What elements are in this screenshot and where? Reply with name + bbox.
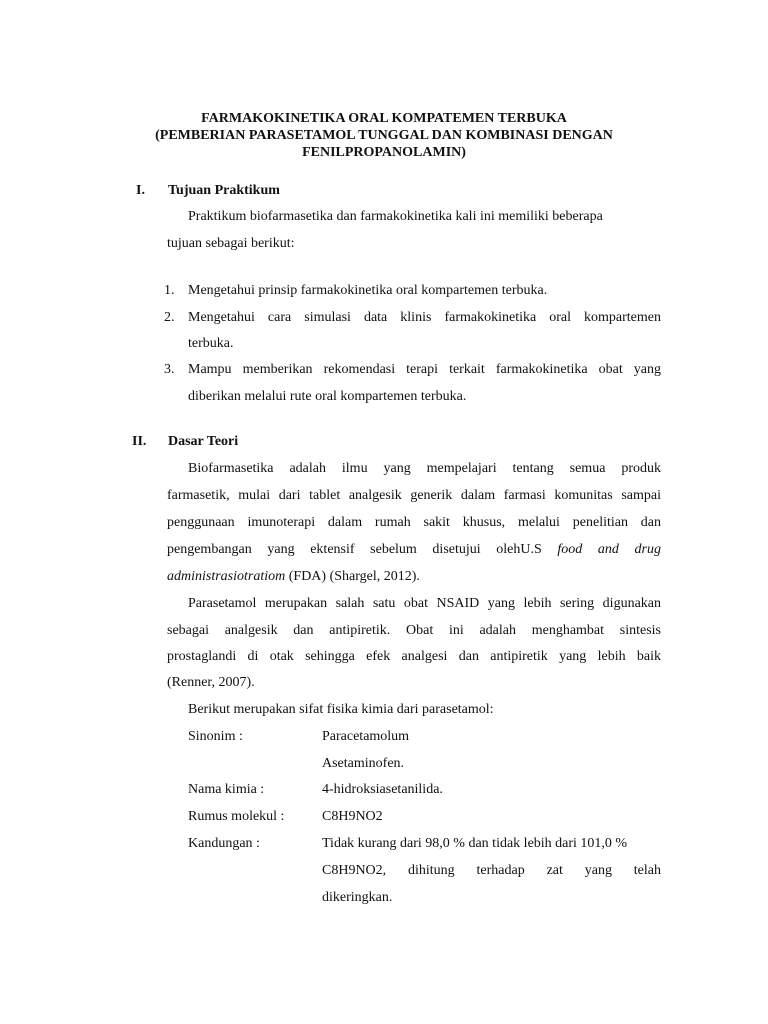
- list-item-3-number: 3.: [164, 362, 175, 377]
- title-line-2: (PEMBERIAN PARASETAMOL TUNGGAL DAN KOMBINASI DENGAN: [155, 128, 613, 143]
- kandungan-label: Kandungan :: [188, 836, 260, 851]
- title-line-3: FENILPROPANOLAMIN): [302, 145, 466, 160]
- section-1-heading: Tujuan Praktikum: [168, 183, 280, 198]
- sinonim-value-2: Asetaminofen.: [322, 756, 405, 771]
- kandungan-value-line-2: C8H9NO2, dihitung terhadap zat yang telah: [322, 863, 661, 878]
- list-item-2-number: 2.: [164, 310, 175, 325]
- para1-line-5-text: (FDA) (Shargel, 2012).: [285, 569, 420, 584]
- section-1-intro-line-1: Praktikum biofarmasetika dan farmakokinetika kali ini memiliki beberapa: [188, 209, 603, 224]
- para1-line-4-italic: food and drug: [557, 542, 661, 557]
- para1-line-5: [167, 569, 420, 585]
- list-item-2-text-line-1: Mengetahui cara simulasi data klinis farmakokinetika oral kompartemen: [188, 310, 661, 325]
- list-item-2-text-line-2: terbuka.: [188, 336, 234, 351]
- nama-kimia-value: 4-hidroksiasetanilida.: [322, 782, 443, 797]
- section-2-number: II.: [132, 434, 147, 449]
- document-title: [100, 110, 668, 161]
- para1-line-4-text: pengembangan yang ektensif sebelum disetujui olehU.S: [167, 542, 542, 557]
- list-item-3-text-line-1: Mampu memberikan rekomendasi terapi terkait farmakokinetika obat yang: [188, 362, 661, 377]
- para2-line-4: (Renner, 2007).: [167, 675, 255, 690]
- para2-line-1: Parasetamol merupakan salah satu obat NSAID yang lebih sering digunakan: [188, 596, 661, 611]
- para2-line-2: sebagai analgesik dan antipiretik. Obat ini adalah menghambat sintesis: [167, 623, 661, 638]
- rumus-molekul-value: C8H9NO2: [322, 809, 383, 824]
- para3: Berikut merupakan sifat fisika kimia dari parasetamol:: [188, 702, 494, 717]
- title-line-1: FARMAKOKINETIKA ORAL KOMPATEMEN TERBUKA: [201, 111, 567, 126]
- nama-kimia-label: Nama kimia :: [188, 782, 265, 797]
- para1-line-3: penggunaan imunoterapi dalam rumah sakit khusus, melalui penelitian dan: [167, 515, 661, 530]
- kandungan-value-line-1: Tidak kurang dari 98,0 % dan tidak lebih dari 101,0 %: [322, 836, 628, 851]
- sinonim-label: Sinonim :: [188, 729, 243, 744]
- rumus-molekul-label: Rumus molekul :: [188, 809, 285, 824]
- list-item-1-text: Mengetahui prinsip farmakokinetika oral kompartemen terbuka.: [188, 283, 548, 298]
- sinonim-value-1: Paracetamolum: [322, 729, 410, 744]
- para1-line-2: farmasetik, mulai dari tablet analgesik generik dalam farmasi komunitas sampai: [167, 488, 661, 503]
- list-item-1-number: 1.: [164, 283, 175, 298]
- para2-line-3: prostaglandi di otak sehingga efek analgesi dan antipiretik yang lebih baik: [167, 649, 661, 664]
- para1-line-5-italic: administrasiotratiom: [167, 569, 286, 584]
- section-2-heading: Dasar Teori: [168, 434, 239, 449]
- list-item-3-text-line-2: diberikan melalui rute oral kompartemen terbuka.: [188, 389, 467, 404]
- section-1-number: I.: [136, 183, 145, 198]
- para1-line-1: Biofarmasetika adalah ilmu yang mempelajari tentang semua produk: [188, 461, 661, 476]
- kandungan-value-line-3: dikeringkan.: [322, 890, 393, 905]
- section-1-intro-line-2: tujuan sebagai berikut:: [167, 236, 295, 251]
- para1-line-4: [167, 542, 661, 558]
